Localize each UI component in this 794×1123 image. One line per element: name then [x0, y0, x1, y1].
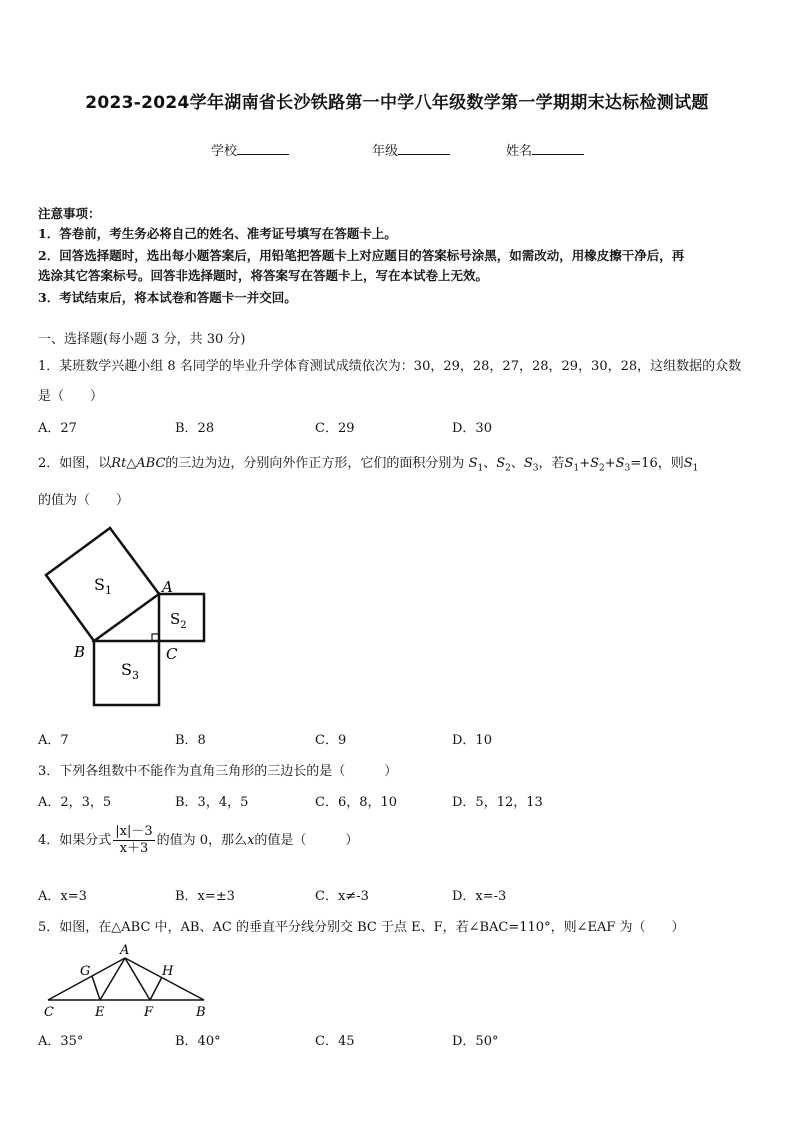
q2-eq-sub3: 3: [624, 463, 631, 474]
q2-label-s3: $S_3$: [121, 660, 139, 682]
q2-eq-s3: S: [615, 456, 625, 471]
q3-option-b: B．3，4，5: [175, 795, 249, 810]
q5-label-h: H: [162, 964, 174, 979]
q2-s3-symbol: S: [523, 456, 533, 471]
school-blank: [237, 142, 289, 155]
q5-label-a: A: [120, 943, 130, 958]
notice-item: 2．回答选择题时，选出每小题答案后，用铅笔把答题卡上对应题目的答案标号涂黑，如需改动，用橡皮擦干净后，再: [38, 248, 685, 263]
q2-option-d: D．10: [452, 733, 492, 748]
q2-square-s2: [159, 594, 204, 641]
q2-vertex-b: B: [74, 643, 86, 661]
school-field: [211, 140, 289, 159]
q2-figure: [30, 520, 220, 715]
q3-option-c: C．6，8，10: [315, 795, 398, 810]
q5-figure: [38, 940, 218, 1020]
q2-triangle-abc: [94, 594, 159, 641]
exam-title: 2023-2024学年湖南省长沙铁路第一中学八年级数学第一学期期末达标检测试题: [85, 93, 709, 113]
q2-eq-prefix: ，若: [538, 456, 565, 471]
q4-stem: [38, 824, 358, 857]
q4-numerator: |x|－3: [115, 824, 153, 839]
q2-eq-s2: S: [590, 456, 599, 471]
q2-stem-cont: 的值为（ ）: [38, 493, 130, 508]
notice-heading: 注意事项：: [38, 206, 101, 221]
notice-item: 选涂其它答案标号。回答非选择题时，将答案写在答题卡上，写在本试卷上无效。: [38, 268, 489, 283]
q2-eq-sub1: 1: [573, 463, 580, 474]
name-field: [506, 140, 584, 159]
q4-prefix: 4．如果分式: [38, 833, 112, 848]
q2-s1-symbol: S: [468, 456, 478, 471]
q1-stem: 1．某班数学兴趣小组 8 名同学的毕业升学体育测试成绩依次为：30，29，28，27，28，29，30，28，这组数据的众数: [38, 359, 742, 374]
q5-option-b: B．40°: [175, 1034, 221, 1049]
q2-s3-sub: 3: [532, 463, 539, 474]
q5-option-c: C．45: [315, 1034, 355, 1049]
q2-s2-symbol: S: [496, 456, 506, 471]
q5-option-d: D．50°: [452, 1034, 499, 1049]
q3-option-a: A．2，3，5: [38, 795, 112, 810]
q4-option-c: C．x≠-3: [315, 889, 369, 904]
q1-stem-cont: 是（ ）: [38, 389, 104, 404]
q4-mid: 的值为 0，那么: [156, 833, 248, 848]
q2-vertex-a: A: [162, 578, 173, 596]
q2-mid: 的三边为边，分别向外作正方形，它们的面积分别为: [165, 456, 465, 471]
q2-triangle: Rt△ABC: [111, 456, 166, 471]
q5-label-b: B: [196, 1005, 206, 1020]
q2-label-s1: $S_1$: [94, 575, 112, 597]
q2-sep: 、: [483, 456, 497, 471]
q5-label-f: F: [144, 1005, 154, 1020]
q1-option-a: A．27: [38, 421, 77, 436]
q4-option-d: D．x=-3: [452, 889, 507, 904]
q2-option-c: C．9: [315, 733, 347, 748]
grade-blank: [398, 142, 450, 155]
section-heading: 一、选择题(每小题 3 分，共 30 分): [38, 332, 246, 347]
name-blank: [532, 142, 584, 155]
q5-bisector-ge: [92, 976, 100, 1000]
q5-label-c: C: [44, 1005, 54, 1020]
q4-fraction: [113, 824, 154, 857]
q1-option-b: B．28: [175, 421, 215, 436]
q5-option-a: A．35°: [38, 1034, 84, 1049]
q2-eq-sub2: 2: [599, 463, 605, 474]
name-label: 姓名: [506, 144, 533, 159]
grade-field: [372, 140, 450, 159]
q4-suffix: 的值是（ ）: [254, 833, 359, 848]
q2-label-s2: $S_2$: [170, 610, 187, 631]
q4-denominator: x＋3: [119, 841, 149, 856]
q5-stem: 5．如图，在△ABC 中，AB、AC 的垂直平分线分别交 BC 于点 E、F，若∠BAC=110°，则∠EAF 为（ ）: [38, 920, 685, 935]
q5-label-g: G: [80, 964, 91, 979]
q4-var: x: [247, 833, 255, 848]
q2-prefix: 2．如图，以: [38, 456, 112, 471]
q2-s2-sub: 2: [505, 463, 511, 474]
q5-label-e: E: [95, 1005, 105, 1020]
notice-item: 1．答卷前，考生务必将自己的姓名、准考证号填写在答题卡上。: [38, 226, 397, 241]
q2-s1-sub: 1: [477, 463, 484, 474]
q2-eq-value: =16: [630, 456, 658, 471]
q4-option-a: A．x=3: [38, 889, 87, 904]
q1-option-c: C．29: [315, 421, 355, 436]
q2-option-b: B．8: [175, 733, 206, 748]
q5-bisector-hf: [150, 977, 162, 1000]
q2-stem: 2．如图，以Rt△ABC的三边为边，分别向外作正方形，它们的面积分别为 $S_1$、$S_2$、$S_3$，若$S_1+S_2+S_3=16$，则$S_1$: [38, 456, 699, 474]
school-label: 学校: [211, 144, 238, 159]
q2-eq-s1: S: [564, 456, 574, 471]
q2-target-sub1: 1: [692, 463, 699, 474]
grade-label: 年级: [372, 144, 399, 159]
q2-vertex-c: C: [166, 645, 178, 663]
q3-option-d: D．5，12，13: [452, 795, 543, 810]
notice-item: 3．考试结束后，将本试卷和答题卡一并交回。: [38, 290, 297, 305]
q1-option-d: D．30: [452, 421, 492, 436]
q4-option-b: B．x=±3: [175, 889, 235, 904]
q2-suffix: ，则: [657, 456, 684, 471]
q3-stem: 3．下列各组数中不能作为直角三角形的三边长的是（ ）: [38, 764, 398, 779]
q2-option-a: A．7: [38, 733, 69, 748]
q2-sep: 、: [510, 456, 524, 471]
q2-target-s1: S: [683, 456, 693, 471]
